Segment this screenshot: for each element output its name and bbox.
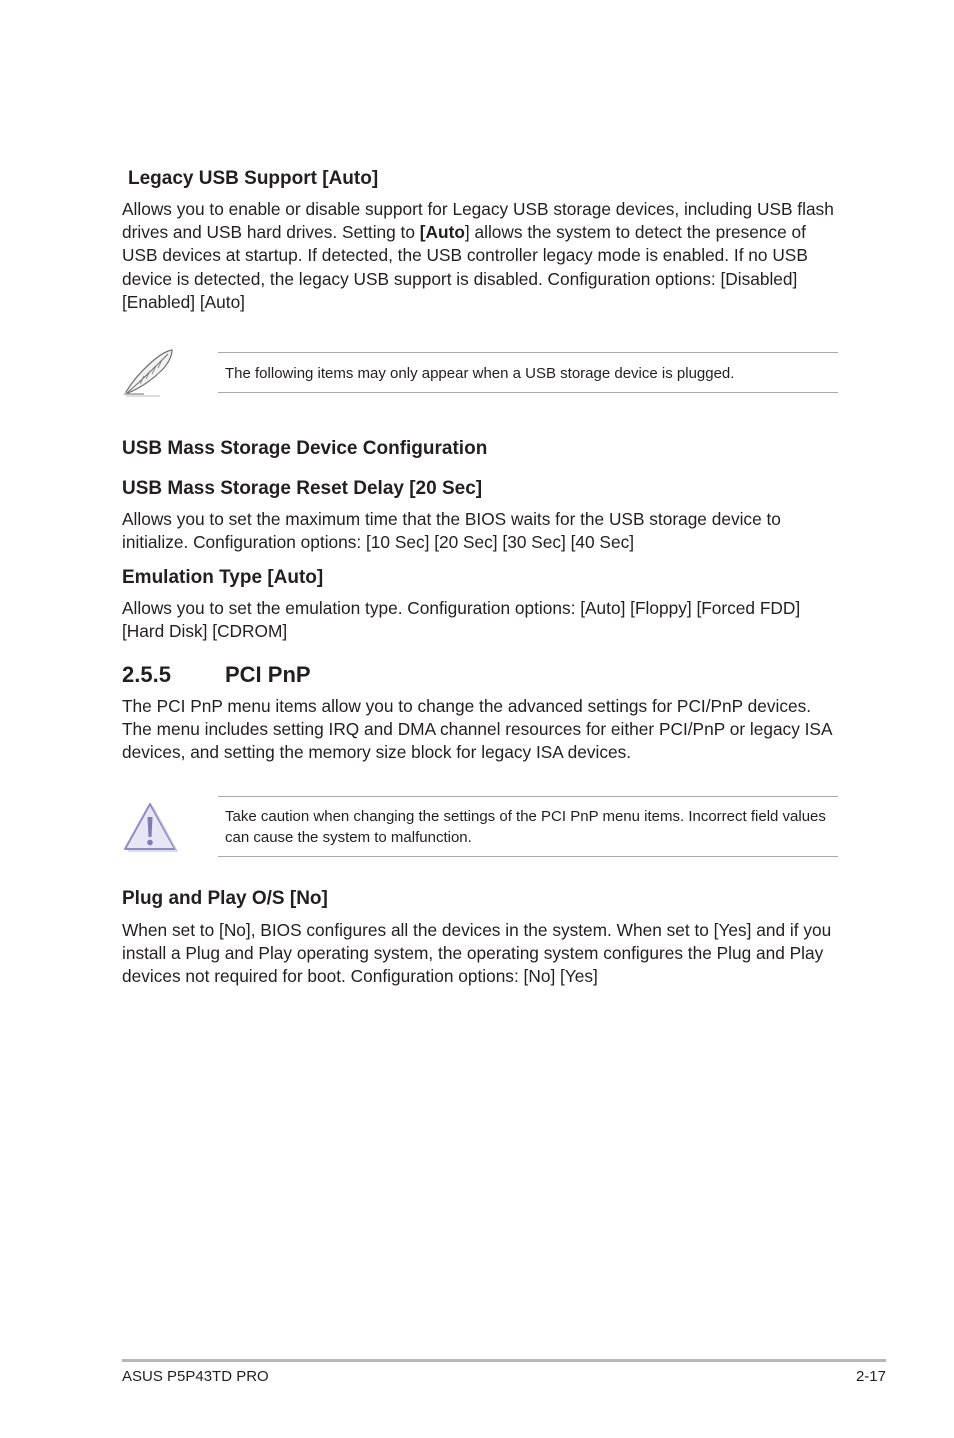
usb-reset-delay-heading: USB Mass Storage Reset Delay [20 Sec] [122, 478, 483, 499]
section-number: 2.5.5 [122, 662, 171, 687]
warning-triangle-icon [122, 800, 178, 854]
footer-product-name: ASUS P5P43TD PRO [122, 1368, 269, 1385]
legacy-usb-heading: Legacy USB Support [Auto] [128, 168, 379, 189]
footer-page-number: 2-17 [855, 1368, 886, 1385]
emulation-type-body: Allows you to set the emulation type. Configuration options: [Auto] [Floppy] [Forced FDD] [Hard Disk] [CDROM] [122, 598, 801, 642]
usb-mass-storage-config-heading: USB Mass Storage Device Configuration [122, 438, 488, 459]
note-top-rule [218, 352, 838, 353]
plug-and-play-body: When set to [No], BIOS configures all the devices in the system. When set to [Yes] and if you install a Plug and Play operating system, the operating system configures the Plug and Play devices not required for boot. Configuration options: [No] [Yes] [122, 920, 832, 987]
plug-and-play-heading: Plug and Play O/S [No] [122, 888, 328, 909]
pen-note-icon [120, 346, 178, 398]
legacy-usb-body-end: ] allows the system to detect the presence of USB devices at startup. If detected, the USB controller legacy mode is enabled. If no USB device is detected, the legacy USB support is disabled. Configuration options: [Disabled] [Enabled] [Auto] [122, 222, 808, 312]
caution-text: Take caution when changing the settings of the PCI PnP menu items. Incorrect field values can cause the system to malfunction. [225, 808, 826, 846]
caution-top-rule [218, 796, 838, 797]
caution-bottom-rule [218, 856, 838, 857]
section-body: The PCI PnP menu items allow you to change the advanced settings for PCI/PnP devices. The menu includes setting IRQ and DMA channel resources for either PCI/PnP or legacy ISA devices, and setting the memory size block for legacy ISA devices. [122, 696, 832, 763]
emulation-type-heading: Emulation Type [Auto] [122, 567, 324, 588]
footer-rule [122, 1359, 886, 1362]
usb-reset-delay-body: Allows you to set the maximum time that the BIOS waits for the USB storage device to initialize. Configuration options: [10 Sec] [20 Sec] [30 Sec] [40 Sec] [122, 509, 781, 553]
legacy-usb-body-start: Allows you to enable or disable support for Legacy USB storage devices, including USB flash drives and USB hard drives. Setting to [122, 199, 834, 243]
legacy-usb-body [122, 198, 842, 314]
section-title: PCI PnP [225, 662, 311, 687]
note-text: The following items may only appear when a USB storage device is plugged. [225, 365, 735, 382]
legacy-usb-body-bold: [Auto [419, 222, 465, 243]
note-bottom-rule [218, 392, 838, 393]
